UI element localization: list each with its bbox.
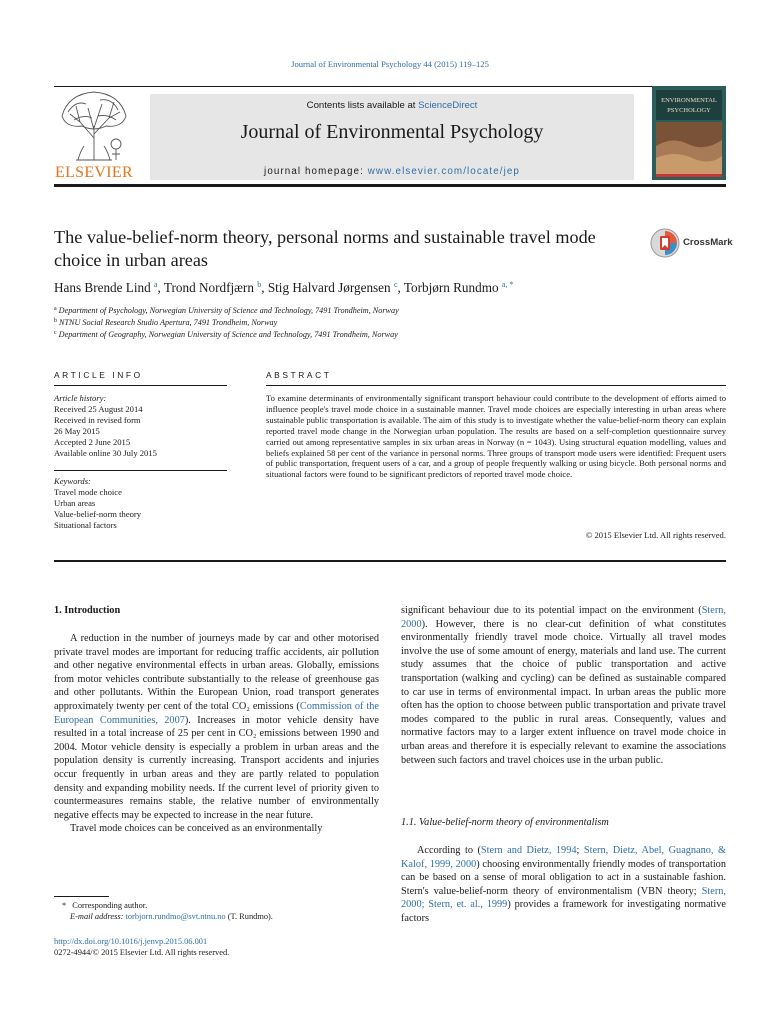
- abstract-copyright: © 2015 Elsevier Ltd. All rights reserved.: [585, 530, 726, 540]
- journal-masthead: [54, 86, 726, 180]
- masthead-banner: [150, 94, 634, 180]
- citation-link[interactable]: Stern, Dietz, Abel, Guagnano, & Kalof, 1999, 2000: [401, 845, 727, 870]
- affiliation-mark: a: [54, 306, 57, 312]
- history-item: Accepted 2 June 2015: [54, 436, 131, 447]
- journal-citation-line[interactable]: Journal of Environmental Psychology 44 (2015) 119–125: [291, 59, 489, 69]
- history-item: Available online 30 July 2015: [54, 447, 157, 458]
- keywords-label: Keywords:: [54, 476, 91, 486]
- affiliation-item: [54, 304, 726, 316]
- affiliation-item: [54, 316, 726, 328]
- homepage-prefix: journal homepage:: [264, 166, 368, 177]
- email-suffix: (T. Rundmo).: [225, 912, 273, 921]
- article-history: [54, 393, 229, 458]
- author-name: Hans Brende Lind: [54, 280, 151, 295]
- contents-prefix: Contents lists available at: [306, 100, 419, 111]
- paragraph-text: ). However, there is no clear-cut definition of what constitutes environmentally friendly travel mode choice. Virtually all travel modes involve the use of some amount of energy, materials and land use. The current study assumes that the choice of public transportation and active transportation (walking and cycling) can be defined as sustainable compared to car use in terms of environmental impact. In urban areas the public more often has the option to choose between public transportation and private travel modes compared to the public in rural areas. Consequently, values and normative factors may to a larger extent influence on travel mode choice in urban areas and therefore it is especially relevant to examine the associations between such factors and travel choices use in the urban public.: [401, 618, 726, 766]
- footnote-text: Corresponding author.: [72, 901, 148, 910]
- footnote: [54, 900, 384, 922]
- citation-link[interactable]: Commission of the European Communities, 2007: [54, 700, 379, 726]
- author-name: Trond Nordfjærn: [163, 280, 254, 295]
- history-item: Received in revised form: [54, 414, 141, 425]
- citation-link[interactable]: Stern and Dietz, 1994: [480, 845, 577, 856]
- masthead-bottom-rule: [54, 184, 726, 187]
- paragraph: [401, 604, 726, 767]
- corresponding-author-note: [54, 900, 384, 911]
- cover-title-line-2: PSYCHOLOGY: [667, 107, 711, 114]
- article-info-rule: [54, 385, 227, 386]
- paragraph: [401, 844, 726, 926]
- issn-copyright: 0272-4944/© 2015 Elsevier Ltd. All rights reserved.: [54, 948, 230, 957]
- journal-homepage-link[interactable]: www.elsevier.com/locate/jep: [367, 166, 520, 177]
- author-affiliation-mark[interactable]: b: [257, 280, 262, 289]
- journal-cover-image: [652, 86, 726, 180]
- author-name: Stig Halvard Jørgensen: [267, 280, 391, 295]
- author-email-link[interactable]: torbjorn.rundmo@svt.ntnu.no: [125, 912, 226, 921]
- paragraph-text: ) choosing environmentally friendly modes of transportation can be based on a sense of moral obligation to act in a sustainable fashion. Stern's value-belief-norm theory of environmentalism (VBN theory;: [401, 858, 726, 897]
- author-affiliation-mark[interactable]: c: [393, 280, 398, 289]
- crossmark-icon: [650, 228, 680, 258]
- paragraph-text: ). Increases in motor vehicle density have resulted in a total increase of 25 per cent in CO₂ emissions between 1990 and 2004. Motor vehicle density is especially a problem in urban areas and the population density is currently increasing. Transport accidents and injuries occur frequently in urban areas and they are partly related to population density and expanding mobility needs. If the current level of priority given to countermeasures remains stable, the relative number of environmentally negative effects may be expected to increase in the near future.: [54, 714, 379, 821]
- subsection-heading: 1.1. Value-belief-norm theory of environmentalism: [401, 817, 609, 828]
- paragraph-text: ;: [576, 845, 584, 856]
- affiliation-text: Department of Psychology, Norwegian University of Science and Technology, 7491 Trondheim, Norway: [58, 306, 399, 315]
- affiliation-text: Department of Geography, Norwegian University of Science and Technology, 7491 Trondheim, Norway: [58, 330, 398, 340]
- paragraph-text: significant behaviour due to its potential impact on the environment (: [401, 605, 702, 616]
- keywords-block: [54, 476, 229, 531]
- doi-link[interactable]: http://dx.doi.org/10.1016/j.jenvp.2015.06.001: [54, 937, 208, 946]
- journal-homepage-line: [150, 166, 634, 177]
- author-list: Hans Brende Lind $^a$, Trond Nordfjærn $^b$, Stig Halvard Jørgensen $^c$, Torbjørn Rundmo $^{a, *}$: [54, 280, 514, 295]
- contents-available-line: [150, 100, 634, 111]
- citation-link[interactable]: Stern, 2000: [401, 605, 726, 630]
- keyword-item: Situational factors: [54, 519, 117, 530]
- paragraph-text: ) provides a framework for investigating normative factors: [401, 899, 726, 924]
- paragraph: [54, 632, 379, 822]
- left-column-text: [54, 632, 379, 836]
- history-label: Article history:: [54, 393, 107, 403]
- cover-title-line-1: ENVIRONMENTAL: [661, 97, 717, 104]
- affiliation-mark: b: [54, 318, 57, 325]
- abstract-rule: [266, 385, 726, 386]
- abstract-heading: ABSTRACT: [266, 370, 332, 380]
- right-column-text-2: [401, 844, 726, 926]
- paragraph: Travel mode choices can be conceived as an environmentally: [70, 823, 323, 835]
- keyword-item: Travel mode choice: [54, 486, 122, 497]
- elsevier-tree-logo-icon: [54, 86, 134, 180]
- citation-link[interactable]: Stern, 2000; Stern, et. al., 1999: [401, 885, 726, 911]
- keyword-item: Value-belief-norm theory: [54, 508, 142, 519]
- affiliation-text: NTNU Social Research Studio Apertura, 7491 Trondheim, Norway: [59, 318, 278, 328]
- keywords-rule: [54, 470, 227, 471]
- sciencedirect-link[interactable]: ScienceDirect: [418, 100, 478, 111]
- doi-block: [54, 936, 384, 958]
- author-name: Torbjørn Rundmo: [403, 280, 499, 295]
- article-title: The value-belief-norm theory, personal norms and sustainable travel mode choice in urban areas: [54, 227, 596, 270]
- author-affiliation-mark[interactable]: a: [153, 280, 158, 289]
- article-info-heading: ARTICLE INFO: [54, 370, 143, 380]
- affiliation-list: [54, 304, 726, 341]
- affiliation-item: [54, 328, 726, 340]
- history-item: Received 25 August 2014: [54, 403, 143, 414]
- crossmark-label: CrossMark: [683, 237, 733, 248]
- journal-title: Journal of Environmental Psychology: [240, 121, 544, 143]
- crossmark-badge[interactable]: [650, 228, 733, 260]
- email-label: E-mail address:: [70, 912, 126, 921]
- footnote-star: *: [62, 901, 67, 910]
- keyword-item: Urban areas: [54, 497, 96, 508]
- footnote-rule: [54, 896, 109, 897]
- right-column-text: [401, 604, 726, 767]
- paragraph-text: According to (: [417, 845, 481, 856]
- history-item: 26 May 2015: [54, 425, 100, 436]
- author-affiliation-mark[interactable]: a, *: [501, 280, 514, 289]
- affiliation-mark: c: [54, 330, 57, 337]
- paragraph-text: A reduction in the number of journeys made by car and other motorised private travel modes are important for reducing traffic accidents, air pollution and other negative environmental effects in urban areas. Globally, emissions from motor vehicles contribute substantially to the release of greenhouse gas and other pollutants. Within the European Union, road transport generates approximately twenty per cent of the total CO₂ emissions (: [54, 633, 379, 712]
- email-note: [54, 911, 384, 922]
- section-heading-introduction: 1. Introduction: [54, 605, 121, 616]
- abstract-text: To examine determinants of environmentally significant transport behaviour could contribute to the development of efforts aimed to influence people's travel mode choice in a sustainable manner. Travel mode choices are especially interesting in urban areas where sustainable public transportation is available. The aim of this study is to investigate whether the value-belief-norm theory can explain reported travel mode change in the Norwegian urban population. The results are based on a self-completion questionnaire survey carried out among representative samples in six urban areas in Norway (n = 1043). Using structural equation modelling, values and beliefs explained 58 per cent of the variance in personal norms. Three groups of transport mode users were identified: Frequent users of public transportation, frequent users of a car, and a group of people frequently walking or using bicycle. Both personal norms and situational factors were found to be significant predictors of reported travel mode choice.: [266, 393, 726, 480]
- abstract-bottom-rule: [54, 560, 726, 562]
- elsevier-wordmark: ELSEVIER: [55, 164, 133, 181]
